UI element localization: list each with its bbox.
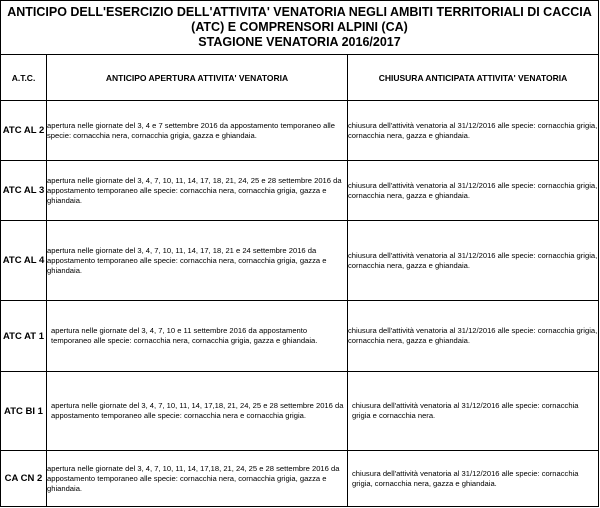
title-line-1: ANTICIPO DELL'ESERCIZIO DELL'ATTIVITA' VENATORIA NEGLI AMBITI TERRITORIALI DI CACCIA [7, 5, 592, 19]
atc-code: ATC AL 2 [1, 101, 47, 161]
chiusura-text: chiusura dell'attività venatoria al 31/12/2016 alle specie: cornacchia grigia, cornacchia nera, gazza e ghiandaia. [348, 451, 599, 507]
atc-code: ATC AL 3 [1, 161, 47, 221]
chiusura-text: chiusura dell'attività venatoria al 31/12/2016 alle specie: cornacchia grigia, cornacchia nera, gazza e ghiandaia. [348, 221, 599, 301]
chiusura-text: chiusura dell'attività venatoria al 31/12/2016 alle specie: cornacchia grigia, cornacchia nera, gazza e ghiandaia. [348, 101, 599, 161]
title-line-3: STAGIONE VENATORIA 2016/2017 [198, 35, 401, 49]
apertura-text: apertura nelle giornate del 3, 4, 7, 10, 11, 14, 17,18, 21, 24, 25 e 28 settembre 2016 da appostamento temporaneo alle specie: cornacchia nera e cornacchia grigia. [47, 372, 348, 451]
table-title [1, 1, 599, 55]
header-chiusura: CHIUSURA ANTICIPATA ATTIVITA' VENATORIA [348, 55, 599, 101]
title-row [1, 1, 599, 55]
header-row [1, 55, 599, 101]
atc-code: ATC BI 1 [1, 372, 47, 451]
chiusura-text: chiusura dell'attività venatoria al 31/12/2016 alle specie: cornacchia grigia, cornacchia nera, gazza e ghiandaia. [348, 161, 599, 221]
header-apertura: ANTICIPO APERTURA ATTIVITA' VENATORIA [47, 55, 348, 101]
table-row [1, 451, 599, 507]
title-line-2: (ATC) E COMPRENSORI ALPINI (CA) [191, 20, 408, 34]
apertura-text: apertura nelle giornate del 3, 4, 7, 10, 11, 14, 17, 18, 21 e 24 settembre 2016 da appostamento temporaneo alle specie: cornacchia nera, cornacchia grigia, gazza e ghiandaia. [47, 221, 348, 301]
table-row [1, 301, 599, 372]
table-row [1, 221, 599, 301]
apertura-text: apertura nelle giornate del 3, 4, 7, 10 e 11 settembre 2016 da appostamento temporaneo alle specie: cornacchia nera, cornacchia grigia, gazza e ghiandaia. [47, 301, 348, 372]
apertura-text: apertura nelle giornate del 3, 4 e 7 settembre 2016 da appostamento temporaneo alle specie: cornacchia nera, cornacchia grigia, gazza e ghiandaia. [47, 101, 348, 161]
chiusura-text: chiusura dell'attività venatoria al 31/12/2016 alle specie: cornacchia grigia, cornacchia nera, gazza e ghiandaia. [348, 301, 599, 372]
table-row [1, 161, 599, 221]
chiusura-text: chiusura dell'attività venatoria al 31/12/2016 alle specie: cornacchia grigia e cornacchia nera. [348, 372, 599, 451]
header-atc: A.T.C. [1, 55, 47, 101]
atc-code: ATC AL 4 [1, 221, 47, 301]
table-row [1, 101, 599, 161]
atc-code: ATC AT 1 [1, 301, 47, 372]
apertura-text: apertura nelle giornate del 3, 4, 7, 10, 11, 14, 17, 18, 21, 24, 25 e 28 settembre 2016 da appostamento temporaneo alle specie: cornacchia nera, cornacchia grigia, gazza e ghiandaia. [47, 161, 348, 221]
atc-code: CA CN 2 [1, 451, 47, 507]
table-row [1, 372, 599, 451]
apertura-text: apertura nelle giornate del 3, 4, 7, 10, 11, 14, 17,18, 21, 24, 25 e 28 settembre 2016 da appostamento temporaneo alle specie: cornacchia nera, cornacchia grigia, gazza e ghiandaia. [47, 451, 348, 507]
